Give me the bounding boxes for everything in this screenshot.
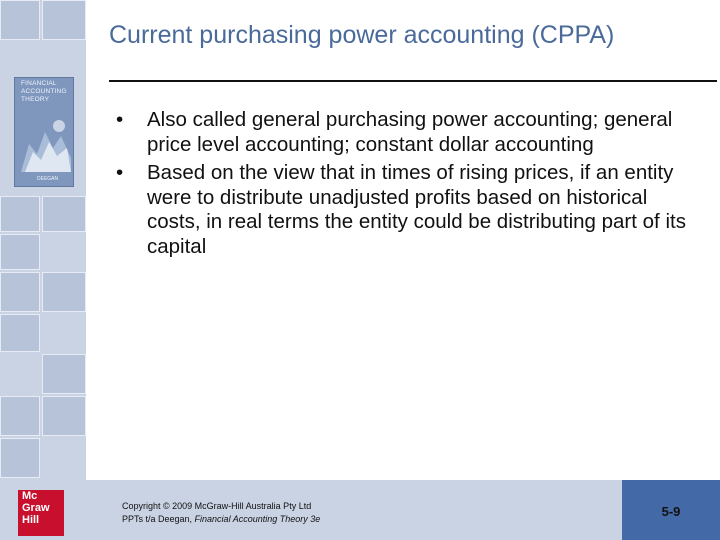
mcgraw-hill-logo xyxy=(18,490,64,536)
sidebar-tile xyxy=(0,234,40,270)
sidebar-tile xyxy=(0,396,40,436)
book-cover-art xyxy=(21,114,71,172)
bullet-text: Also called general purchasing power accounting; general price level accounting; constant dollar accounting xyxy=(147,108,673,156)
bullet-marker: • xyxy=(116,108,124,131)
logo-line: Graw xyxy=(22,502,50,514)
book-title-line: ACCOUNTING xyxy=(21,88,67,95)
page-number-box xyxy=(622,480,720,540)
sidebar-tile xyxy=(42,354,86,394)
logo-line: Mc xyxy=(22,490,38,502)
bullet-text: Based on the view that in times of rising prices, if an entity were to distribute unadjusted profits based on historical costs, in real terms the entity could be distributing part of its capital xyxy=(147,161,686,258)
bullet-item xyxy=(116,161,706,259)
sidebar-tile xyxy=(0,196,40,232)
bullet-list xyxy=(116,108,706,263)
ppt-credit-book: Financial Accounting Theory 3e xyxy=(194,514,321,524)
ppt-credit-prefix: PPTs t/a Deegan, xyxy=(122,514,195,524)
sidebar-tile xyxy=(42,0,86,40)
sidebar-tile xyxy=(0,438,40,478)
bullet-marker: • xyxy=(116,161,124,184)
title-divider xyxy=(109,80,717,82)
sidebar-tile xyxy=(0,272,40,312)
sidebar-tile xyxy=(0,314,40,352)
book-cover-image xyxy=(14,77,74,187)
book-cover-title xyxy=(21,80,73,104)
book-title-line: THEORY xyxy=(21,96,50,103)
book-title-line: FINANCIAL xyxy=(21,80,57,87)
footer-copyright xyxy=(122,500,320,526)
page-number: 5-9 xyxy=(661,504,681,519)
copyright-text: Copyright © 2009 McGraw-Hill Australia Pty Ltd xyxy=(122,501,312,511)
sidebar-tile xyxy=(42,196,86,232)
book-author: DEEGAN xyxy=(37,176,59,182)
sidebar-tile xyxy=(42,396,86,436)
sidebar-tile xyxy=(0,0,40,40)
logo-line: Hill xyxy=(22,514,40,526)
sidebar-tile xyxy=(42,272,86,312)
bullet-item xyxy=(116,108,706,157)
ppt-credit xyxy=(122,513,320,526)
slide-title: Current purchasing power accounting (CPPA) xyxy=(109,21,615,49)
